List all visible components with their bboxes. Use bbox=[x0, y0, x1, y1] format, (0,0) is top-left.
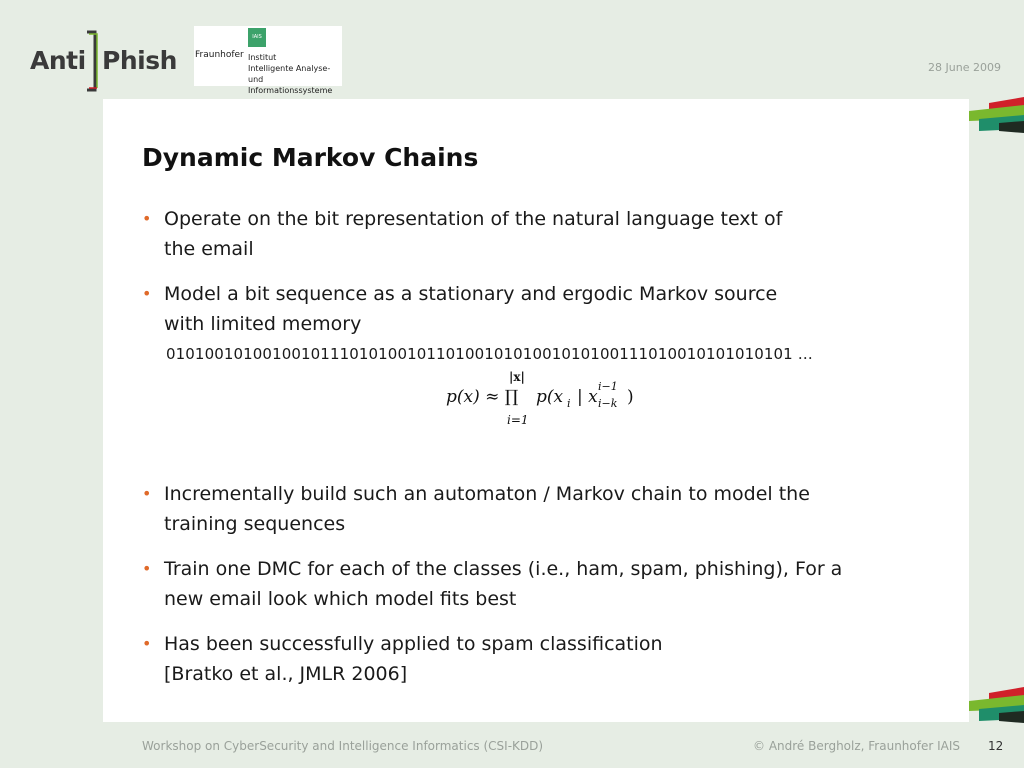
formula-condition-subscript: i−k bbox=[598, 397, 618, 410]
formula-lhs: p(x) ≈ ∏ bbox=[446, 387, 519, 407]
slide-title: Dynamic Markov Chains bbox=[142, 143, 479, 172]
markov-formula bbox=[446, 371, 646, 441]
antiphish-logo-anti: Anti bbox=[30, 46, 86, 75]
fraunhofer-institute: Institut Intelligente Analyse- und Informationssysteme bbox=[248, 53, 333, 95]
fraunhofer-name: Fraunhofer bbox=[195, 50, 244, 60]
page-number: 12 bbox=[988, 739, 1004, 753]
fraunhofer-logo bbox=[194, 26, 342, 95]
slide-date: 28 June 2009 bbox=[928, 61, 1001, 74]
bit-sequence bbox=[166, 345, 813, 363]
corner-decoration-bottom bbox=[969, 687, 1024, 729]
formula-term: p(x bbox=[536, 387, 564, 407]
fraunhofer-mark: IAIS bbox=[248, 28, 266, 47]
bullet-item bbox=[142, 279, 942, 339]
formula-condition: | x bbox=[577, 387, 598, 407]
bullet-item bbox=[142, 204, 942, 264]
bullet-item bbox=[142, 479, 942, 539]
bullet-item bbox=[142, 554, 942, 614]
footer-event: Workshop on CyberSecurity and Intelligence Informatics (CSI-KDD) bbox=[142, 739, 544, 753]
bullet-text: Incrementally build such an automaton / Markov chain to model the training sequences bbox=[164, 483, 810, 535]
formula-term-subscript: i bbox=[567, 397, 571, 410]
bullet-list bbox=[142, 204, 942, 689]
bit-sequence-ellipsis: … bbox=[797, 345, 813, 363]
formula-lower-bound: i=1 bbox=[507, 413, 529, 427]
bracket-icon bbox=[85, 30, 99, 92]
formula-upper-bound: |x| bbox=[509, 370, 525, 384]
bullet-text: Model a bit sequence as a stationary and ergodic Markov source with limited memory bbox=[164, 283, 778, 335]
bullet-item bbox=[142, 629, 942, 689]
bullet-text: Has been successfully applied to spam classification [Bratko et al., JMLR 2006] bbox=[164, 633, 663, 685]
bit-sequence-digits: 01010010100100101110101001011010010101001010100111010010101010101 bbox=[166, 345, 793, 363]
formula-close: ) bbox=[627, 387, 634, 407]
antiphish-logo bbox=[30, 30, 180, 92]
bullet-text: Train one DMC for each of the classes (i.e., ham, spam, phishing), For a new email look which model fits best bbox=[164, 558, 843, 610]
antiphish-logo-phish: Phish bbox=[102, 46, 177, 75]
formula-block bbox=[142, 339, 942, 479]
corner-decoration-top bbox=[969, 97, 1024, 139]
slide-header bbox=[0, 0, 1024, 98]
formula-condition-superscript: i−1 bbox=[598, 380, 618, 393]
footer-copyright: © André Bergholz, Fraunhofer IAIS bbox=[753, 739, 961, 753]
bullet-text: Operate on the bit representation of the natural language text of the email bbox=[164, 208, 783, 260]
